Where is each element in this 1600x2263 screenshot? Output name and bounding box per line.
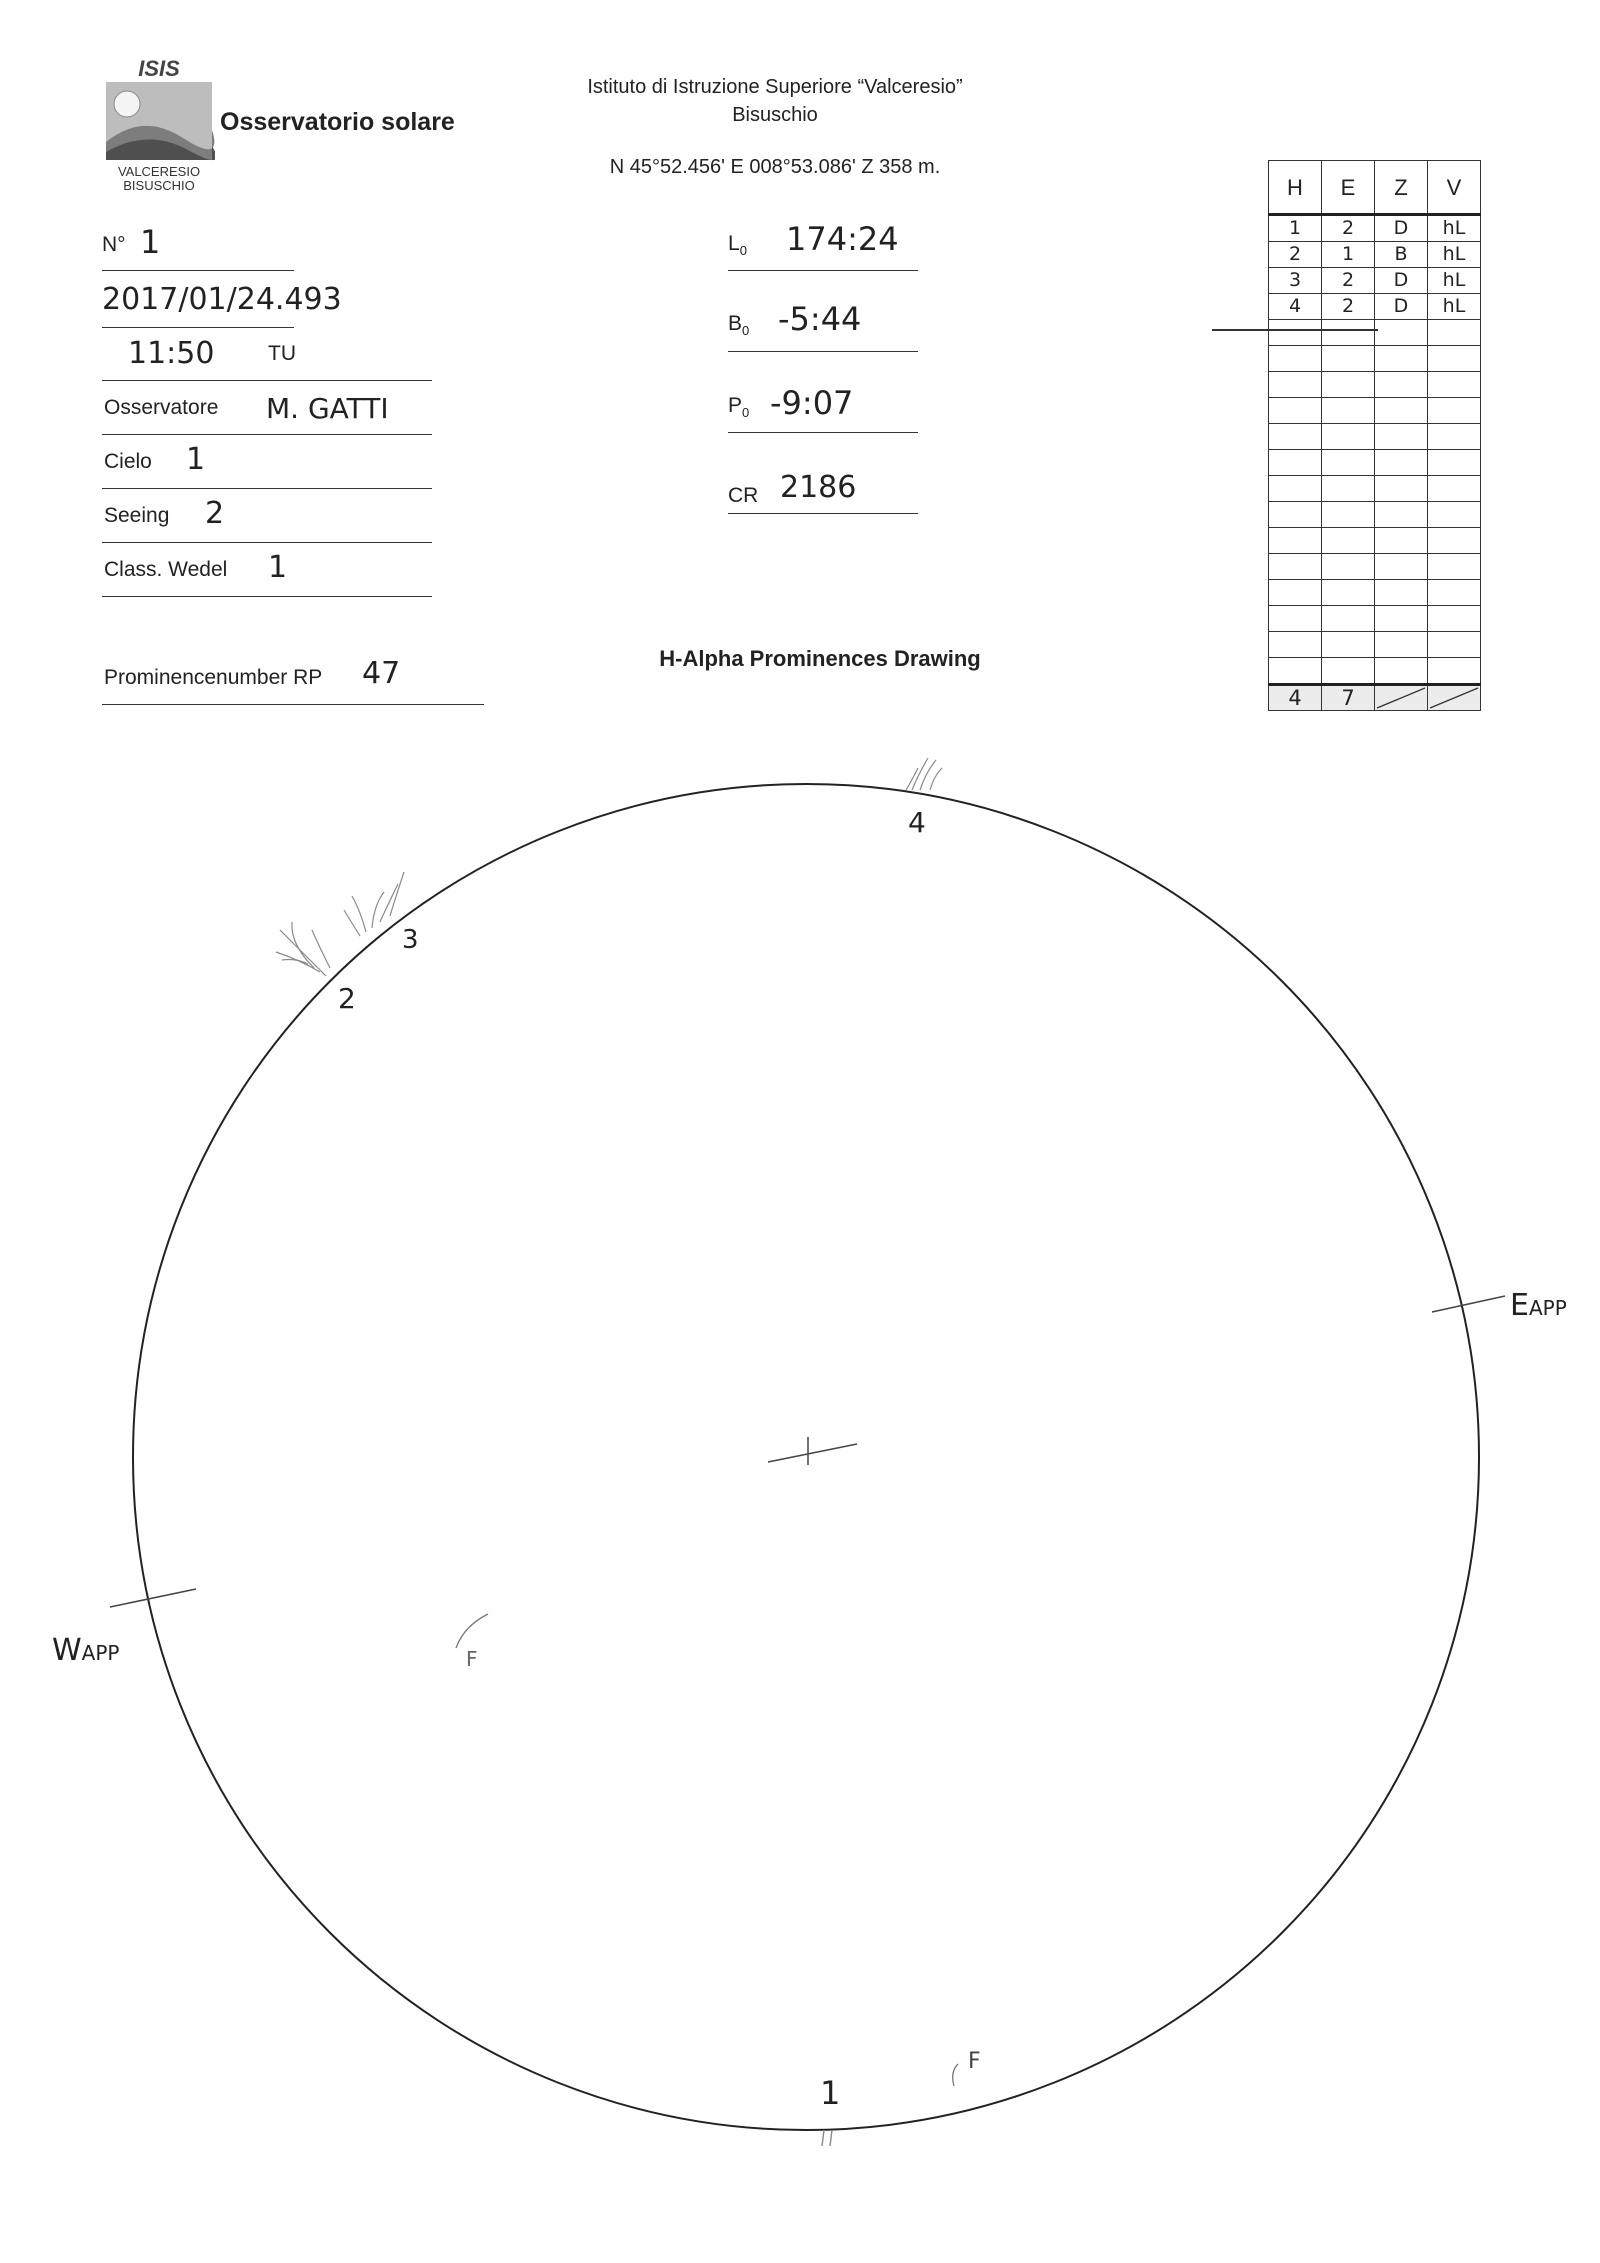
observatory-title: Osservatorio solare <box>220 108 455 136</box>
prominence-label-3: 3 <box>402 925 419 955</box>
prominence-label-1: 1 <box>820 2074 841 2112</box>
disc-center-cross <box>768 1437 857 1465</box>
table-cell: D <box>1375 215 1428 242</box>
time-value: 11:50 <box>128 336 215 371</box>
table-total-cell: 7 <box>1322 685 1375 711</box>
sky-label: Cielo <box>104 450 152 473</box>
east-axis-tick <box>1432 1296 1505 1312</box>
table-cell: 2 <box>1322 268 1375 294</box>
prominence-2-sketch <box>276 922 330 976</box>
prominence-label-2: 2 <box>338 982 356 1015</box>
table-cell: 1 <box>1322 242 1375 268</box>
table-header-cell: Z <box>1375 161 1428 215</box>
b0-value: -5:44 <box>778 300 862 338</box>
seeing-value: 2 <box>205 496 225 531</box>
prominence-1-sketch <box>822 2130 832 2146</box>
prominence-label-4: 4 <box>908 806 926 839</box>
prominence-number-label: Prominencenumber RP <box>104 666 323 689</box>
table-cell: 3 <box>1269 268 1322 294</box>
carrington-rotation-label: CR <box>728 484 759 507</box>
table-cell: hL <box>1428 294 1481 320</box>
seeing-label: Seeing <box>104 504 170 527</box>
logo-wordmark: ISIS <box>138 56 180 81</box>
p0-label: $P_0$ <box>728 394 750 421</box>
institute-line-1: Istituto di Istruzione Superiore “Valceresio” <box>587 76 963 98</box>
filament-label-west: F <box>466 1647 478 1671</box>
table-header-cell: E <box>1322 161 1375 215</box>
filament-mark-south <box>953 2064 958 2086</box>
observer-value: M. GATTI <box>266 392 389 425</box>
table-cell: hL <box>1428 215 1481 242</box>
l0-label: $L_0$ <box>728 232 747 259</box>
east-label: EAPP <box>1510 1288 1567 1323</box>
table-cell: 2 <box>1322 294 1375 320</box>
observer-label: Osservatore <box>104 396 219 419</box>
prominence-4-sketch <box>906 758 942 790</box>
west-label: WAPP <box>52 1633 120 1668</box>
wedel-class-value: 1 <box>268 550 288 585</box>
wedel-class-label: Class. Wedel <box>104 558 228 581</box>
table-cell: 1 <box>1269 215 1322 242</box>
prominence-3-sketch <box>344 872 404 936</box>
institute-line-2: Bisuschio <box>732 104 818 126</box>
carrington-rotation-value: 2186 <box>780 470 857 505</box>
table-header-cell: H <box>1269 161 1322 215</box>
solar-limb <box>133 784 1479 2130</box>
table-cell: 2 <box>1269 242 1322 268</box>
west-axis-tick <box>110 1589 196 1607</box>
filament-mark-west <box>456 1614 488 1648</box>
logo-caption-bisuschio: BISUSCHIO <box>123 178 195 193</box>
filament-label-south: F <box>968 2049 981 2074</box>
table-cell: hL <box>1428 242 1481 268</box>
prominence-number-value: 47 <box>362 656 401 691</box>
drawing-title: H-Alpha Prominences Drawing <box>659 646 981 671</box>
p0-value: -9:07 <box>770 384 854 422</box>
table-cell: hL <box>1428 268 1481 294</box>
site-coordinates: N 45°52.456' E 008°53.086' Z 358 m. <box>609 156 941 178</box>
logo-caption-valceresio: VALCERESIO <box>117 164 201 179</box>
sky-value: 1 <box>186 442 206 477</box>
b0-label: $B_0$ <box>728 312 750 339</box>
table-cell: 2 <box>1322 215 1375 242</box>
table-cell: B <box>1375 242 1428 268</box>
l0-value: 174:24 <box>786 220 899 258</box>
table-header-cell: V <box>1428 161 1481 215</box>
table-cell: D <box>1375 294 1428 320</box>
date-value: 2017/01/24.493 <box>102 282 342 317</box>
table-total-cell: 4 <box>1269 685 1322 711</box>
time-unit-label: TU <box>268 342 296 365</box>
number-value: 1 <box>140 223 161 261</box>
table-cell: D <box>1375 268 1428 294</box>
table-cell: 4 <box>1269 294 1322 320</box>
number-label: N° <box>102 233 126 256</box>
